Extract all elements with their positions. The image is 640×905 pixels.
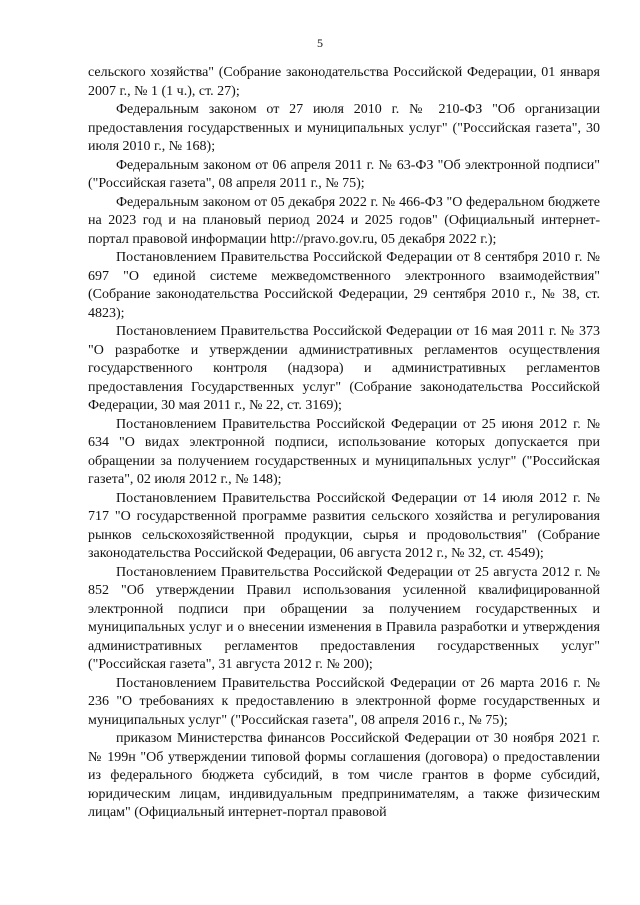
paragraph-4: Федеральным законом от 05 декабря 2022 г. № 466-ФЗ "О федеральном бюджете на 2023 год и на плановый период 2024 и 2025 годов" (Официальный интернет-портал правовой информации http://pravo.gov.ru, 05 декабря 2022 г.); xyxy=(88,194,600,247)
paragraph-11: приказом Министерства финансов Российской Федерации от 30 ноября 2021 г. № 199н "Об утверждении типовой формы соглашения (договора) о предоставлении из федерального бюджета субсидий, в том числе грантов в форме субсидий, юридическим лицам, индивидуальным предпринимателям, а также физическим лицам" (Официальный интернет-портал правовой xyxy=(88,731,600,820)
page-number: 5 xyxy=(317,36,323,50)
paragraph-2: Федеральным законом от 27 июля 2010 г. № 210-ФЗ "Об организации предоставления государственных и муниципальных услуг" ("Российская газета", 30 июля 2010 г., № 168); xyxy=(88,102,600,154)
document-body xyxy=(88,64,600,823)
paragraph-9: Постановлением Правительства Российской Федерации от 25 августа 2012 г. № 852 "Об утверждении Правил использования усиленной квалифицированной электронной подписи при обращении за получением государственных и муниципальных услуг и о внесении изменения в Правила разработки и утверждения административных регламентов предоставления государственных услуг" ("Российская газета", 31 августа 2012 г. № 200); xyxy=(88,564,600,672)
paragraph-5: Постановлением Правительства Российской Федерации от 8 сентября 2010 г. № 697 "О единой системе межведомственного электронного взаимодействия" (Собрание законодательства Российской Федерации, 29 сентября 2010 г., № 38, ст. 4823); xyxy=(88,250,600,321)
paragraph-8: Постановлением Правительства Российской Федерации от 14 июля 2012 г. № 717 "О государственной программе развития сельского хозяйства и регулирования рынков сельскохозяйственной продукции, сырья и продовольствия" (Собрание законодательства Российской Федерации, 06 августа 2012 г., № 32, ст. 4549); xyxy=(88,490,600,561)
paragraph-6: Постановлением Правительства Российской Федерации от 16 мая 2011 г. № 373 "О разработке и утверждении административных регламентов осуществления государственного контроля (надзора) и административных регламентов предоставления Государственных услуг" (Собрание законодательства Российской Федерации, 30 мая 2011 г., № 22, ст. 3169); xyxy=(88,324,600,413)
paragraph-1: сельского хозяйства" (Собрание законодательства Российской Федерации, 01 января 2007 г., № 1 (1 ч.), ст. 27); xyxy=(88,65,600,99)
paragraph-3: Федеральным законом от 06 апреля 2011 г. № 63-ФЗ "Об электронной подписи" ("Российская газета", 08 апреля 2011 г., № 75); xyxy=(88,157,600,191)
paragraph-7: Постановлением Правительства Российской Федерации от 25 июня 2012 г. № 634 "О видах электронной подписи, использование которых допускается при обращении за получением государственных и муниципальных услуг" ("Российская газета", 02 июля 2012 г., № 148); xyxy=(88,416,600,487)
paragraph-10: Постановлением Правительства Российской Федерации от 26 марта 2016 г. № 236 "О требованиях к предоставлению в электронной форме государственных и муниципальных услуг" ("Российская газета", 08 апреля 2016 г., № 75); xyxy=(88,675,600,728)
